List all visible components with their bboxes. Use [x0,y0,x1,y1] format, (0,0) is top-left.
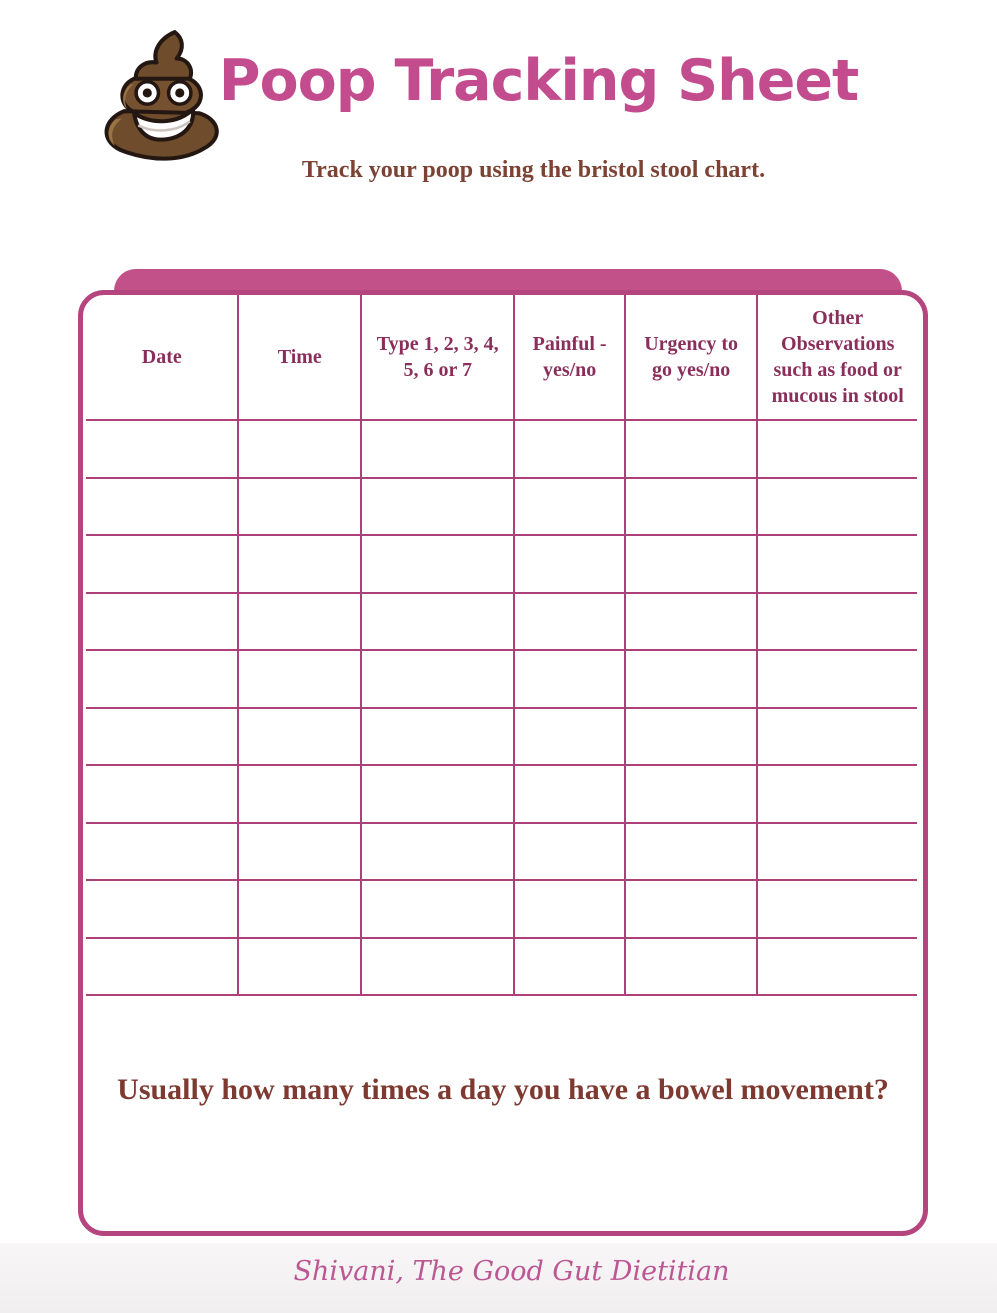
table-cell [757,880,917,938]
table-cell [361,765,514,823]
table-cell [361,650,514,708]
table-cell [86,593,238,651]
table-row [86,420,917,478]
table-cell [625,650,758,708]
table-cell [238,823,361,881]
table-cell [238,478,361,536]
table-cell [625,708,758,766]
table-cell [625,938,758,996]
table-row [86,938,917,996]
table-cell [361,880,514,938]
table-cell [514,535,625,593]
table-cell [238,535,361,593]
column-header-painful: Painful - yes/no [514,295,625,420]
bowel-movement-question: Usually how many times a day you have a bowel movement? [117,1073,889,1106]
table-cell [757,765,917,823]
table-cell [361,593,514,651]
table-cell [238,420,361,478]
table-cell [86,535,238,593]
table-cell [757,420,917,478]
table-cell [361,478,514,536]
table-row [86,593,917,651]
table-cell [514,880,625,938]
table-cell [86,765,238,823]
table-cell [757,650,917,708]
table-row [86,535,917,593]
column-header-date: Date [86,295,238,420]
column-header-observations: Other Observations such as food or mucous in stool [757,295,917,420]
table-cell [86,420,238,478]
table-cell [86,708,238,766]
table-body [86,420,917,995]
author-credit: Shivani, The Good Gut Dietitian [293,1256,730,1287]
table-cell [238,765,361,823]
table-cell [625,765,758,823]
table-cell [86,880,238,938]
table-cell [361,823,514,881]
table-cell [86,823,238,881]
table-cell [514,938,625,996]
table-cell [514,765,625,823]
tracking-card [78,290,928,1236]
table-header-row [86,295,917,420]
table-cell [86,938,238,996]
table-cell [625,420,758,478]
table-cell [757,478,917,536]
table-row [86,650,917,708]
table-row [86,478,917,536]
table-cell [86,650,238,708]
table-cell [514,478,625,536]
column-header-urgency: Urgency to go yes/no [625,295,758,420]
table-cell [625,823,758,881]
table-cell [361,938,514,996]
table-cell [625,880,758,938]
table-cell [238,593,361,651]
table-row [86,765,917,823]
table-cell [514,420,625,478]
table-row [86,823,917,881]
table-cell [238,880,361,938]
tracking-table [86,295,917,996]
table-cell [238,938,361,996]
table-cell [625,593,758,651]
table-cell [514,708,625,766]
page-subtitle: Track your poop using the bristol stool chart. [301,157,766,183]
column-header-time: Time [238,295,361,420]
table-cell [514,593,625,651]
table-cell [757,938,917,996]
table-row [86,880,917,938]
table-cell [514,823,625,881]
page-title: Poop Tracking Sheet [218,48,859,114]
table-cell [757,823,917,881]
table-row [86,708,917,766]
table-cell [514,650,625,708]
table-cell [625,535,758,593]
table-cell [361,708,514,766]
table-cell [86,478,238,536]
table-cell [238,650,361,708]
table-cell [625,478,758,536]
table-cell [238,708,361,766]
table-cell [361,535,514,593]
table-cell [757,593,917,651]
table-cell [361,420,514,478]
table-cell [757,535,917,593]
column-header-type: Type 1, 2, 3, 4, 5, 6 or 7 [361,295,514,420]
table-cell [757,708,917,766]
